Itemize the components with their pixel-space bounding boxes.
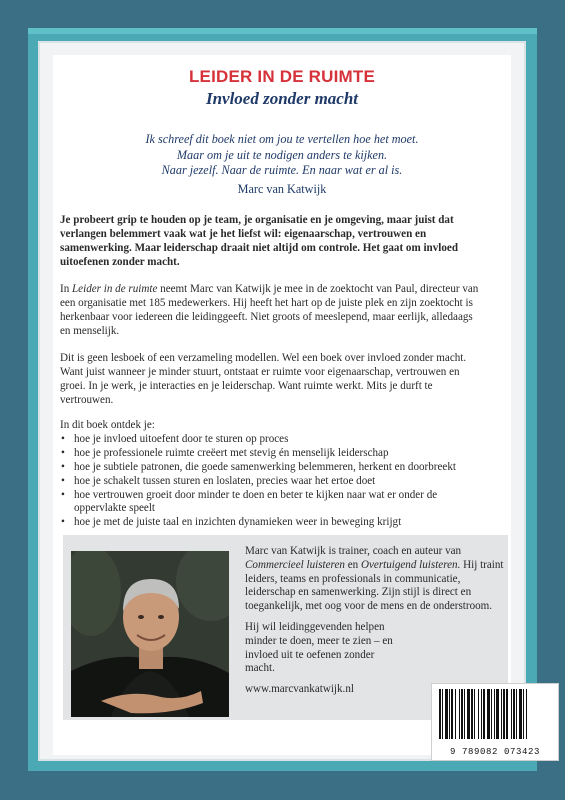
author-bio-text <box>245 545 505 704</box>
barcode-bar <box>445 689 448 739</box>
isbn-number: 9 789082 073423 <box>449 747 540 757</box>
premise-paragraph: Dit is geen lesboek of een verzameling modellen. Wel een boek over invloed zonder macht. Want juist wanneer je minder stuurt, ontstaat er ruimte voor eigenaarschap, vertrouwen en groei. In je werk, je interacties en je leiderschap. Want ruimte werkt. Mits je durft te vertrouwen. <box>60 352 467 406</box>
barcode-bar <box>516 689 517 739</box>
bio-paragraph-1: Marc van Katwijk is trainer, coach en auteur van Commercieel luisteren en Overtuigend luisteren. Hij traint leiders, teams en professionals in communicatie, leiderschap en samenwerking. Zijn stijl is direct en toegankelijk, met oog voor de mens en de onderstroom. <box>245 545 504 613</box>
barcode-bar <box>523 689 524 739</box>
barcode-bar <box>491 689 492 739</box>
barcode-bar <box>483 689 485 739</box>
barcode-bar <box>455 689 456 739</box>
intro-paragraph <box>60 214 480 270</box>
list-item: • hoe je schakelt tussen sturen en loslaten, precies waar het ertoe doet <box>60 475 480 489</box>
barcode-bars <box>438 689 554 741</box>
list-item: • hoe je met de juiste taal en inzichten dynamieken weer in beweging krijgt <box>60 516 480 530</box>
discover-list <box>60 433 480 530</box>
barcode-bar <box>487 689 490 739</box>
intro-bold-text: Je probeert grip te houden op je team, je organisatie en je omgeving, maar juist dat verlangen belemmert vaak wat je het liefst wil: eigenaarschap, vertrouwen en samenwerking. Maar leiderschap draait niet altijd om controle. Het gaat om invloed uitoefenen zonder macht. <box>60 214 458 268</box>
quote-line: Ik schreef dit boek niet om jou te vertellen hoe het moet. <box>145 132 419 146</box>
barcode-bar <box>481 689 482 739</box>
bio-book-2: Overtuigend luisteren. <box>360 558 461 571</box>
author-photo <box>71 551 229 717</box>
barcode-bar <box>449 689 450 739</box>
quote-author: Marc van Katwijk <box>237 182 327 196</box>
book-title: LEIDER IN DE RUIMTE <box>188 67 376 86</box>
barcode-bar <box>439 689 441 739</box>
barcode-bar <box>471 689 473 739</box>
isbn-barcode <box>431 683 559 761</box>
story-paragraph: In Leider in de ruimte neemt Marc van Katwijk je mee in de zoektocht van Paul, directeur van een organisatie met 185 medewerkers. Hij heeft het hart op de juiste plek en zijn zoektocht is herkenbaar voor iedereen die leidinggeeft. Niet groots of meeslepend, maar eerlijk, alledaags en menselijk. <box>60 283 479 337</box>
barcode-bar <box>506 689 508 739</box>
back-cover-page <box>53 55 540 757</box>
list-item: • hoe je subtiele patronen, die goede samenwerking belemmeren, herkent en doorbreekt <box>60 461 480 475</box>
barcode-bar <box>467 689 470 739</box>
barcode-bar <box>513 689 515 739</box>
barcode-bar <box>464 689 465 739</box>
barcode-bar <box>526 689 527 739</box>
quote-line: Naar jezelf. Naar de ruimte. En naar wat er al is. <box>161 163 403 177</box>
barcode-bar <box>519 689 522 739</box>
bio-paragraph-2: Hij wil leidinggevenden helpen minder te doen, meer te zien – en invloed uit te oefenen zonder macht. <box>245 620 393 675</box>
list-intro: In dit boek ontdek je: <box>60 419 155 431</box>
barcode-bar <box>459 689 460 739</box>
list-item: • hoe je invloed uitoefent door te sturen op proces <box>60 433 480 447</box>
book-title-inline: Leider in de ruimte <box>72 283 158 295</box>
quote-line: Maar om je uit te nodigen anders te kijken. <box>176 147 388 162</box>
author-portrait-illustration <box>71 551 229 717</box>
barcode-bar <box>496 689 499 739</box>
barcode-bar <box>503 689 505 739</box>
list-item: • hoe je professionele ruimte creëert met stevig én menselijk leiderschap <box>60 447 480 461</box>
author-website: www.marcvankatwijk.nl <box>245 683 354 696</box>
barcode-bar <box>474 689 475 739</box>
author-quote <box>53 132 511 179</box>
list-item: • hoe vertrouwen groeit door minder te doen en beter te kijken naar wat er onder de oppervlakte speelt <box>60 489 480 517</box>
bio-book-1: Commercieel luisteren <box>245 558 345 571</box>
discover-list-section <box>60 419 480 530</box>
barcode-bar <box>478 689 479 739</box>
barcode-bar <box>501 689 502 739</box>
barcode-bar <box>451 689 453 739</box>
barcode-bar <box>494 689 495 739</box>
barcode-bar <box>461 689 463 739</box>
book-subtitle: Invloed zonder macht <box>205 89 359 108</box>
barcode-bar <box>442 689 443 739</box>
barcode-bar <box>511 689 512 739</box>
